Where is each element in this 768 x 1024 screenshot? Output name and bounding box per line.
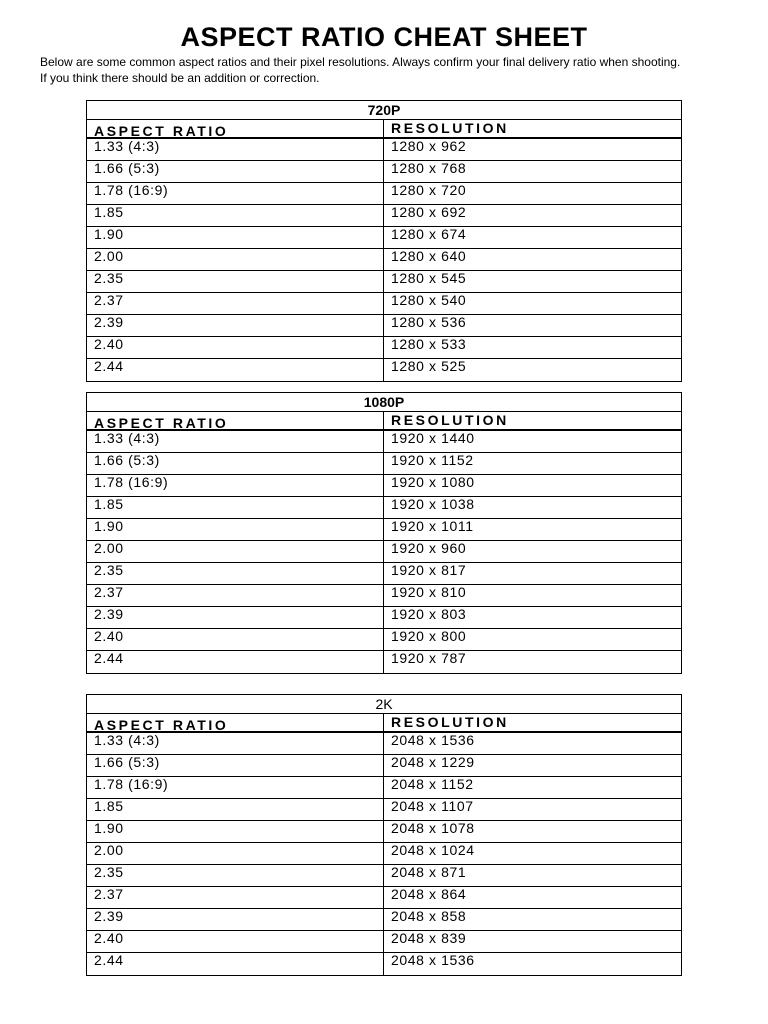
- resolution-cell: 1280 x 540: [391, 293, 467, 308]
- resolution-cell: 1280 x 533: [391, 337, 467, 352]
- aspect-ratio-cell: 2.44: [87, 953, 384, 975]
- resolution-cell: 1920 x 810: [391, 585, 467, 600]
- resolution-cell: 1280 x 536: [391, 315, 467, 330]
- table-row: [87, 453, 681, 475]
- aspect-ratio-cell: 1.33 (4:3): [87, 431, 384, 452]
- resolution-cell: 1280 x 545: [391, 271, 467, 286]
- resolution-cell: 1920 x 1080: [391, 475, 475, 490]
- table-row: [87, 585, 681, 607]
- aspect-ratio-cell: 1.90: [87, 821, 384, 842]
- table-row: [87, 843, 681, 865]
- table-row: [87, 755, 681, 777]
- aspect-ratio-cell: 2.40: [87, 629, 384, 650]
- intro-line: Below are some common aspect ratios and their pixel resolutions. Always confirm your final delivery ratio when shooting.: [40, 55, 681, 69]
- resolution-cell: 1280 x 525: [391, 359, 467, 374]
- resolution-cell: 1920 x 1038: [391, 497, 475, 512]
- aspect-ratio-cell: 1.66 (5:3): [87, 161, 384, 182]
- aspect-ratio-cell: 2.39: [87, 909, 384, 930]
- resolution-cell: 2048 x 858: [391, 909, 467, 924]
- resolution-cell: 1920 x 803: [391, 607, 467, 622]
- aspect-ratio-cell: 1.85: [87, 497, 384, 518]
- aspect-ratio-cell: 1.90: [87, 227, 384, 248]
- aspect-ratio-cell: 2.39: [87, 607, 384, 628]
- table-header-row: [87, 412, 681, 431]
- table-row: [87, 651, 681, 673]
- intro-text: [40, 54, 740, 86]
- table-body: [87, 733, 681, 975]
- table-row: [87, 821, 681, 843]
- table-row: [87, 139, 681, 161]
- resolution-cell: 1280 x 692: [391, 205, 467, 220]
- table-row: [87, 519, 681, 541]
- resolution-cell: 1920 x 800: [391, 629, 467, 644]
- resolution-cell: 1920 x 960: [391, 541, 467, 556]
- resolution-cell: 2048 x 1229: [391, 755, 475, 770]
- aspect-ratio-cell: 1.78 (16:9): [87, 183, 384, 204]
- aspect-ratio-cell: 2.44: [87, 359, 384, 381]
- resolution-cell: 2048 x 1536: [391, 953, 475, 968]
- table-row: [87, 359, 681, 381]
- resolution-cell: 1280 x 640: [391, 249, 467, 264]
- aspect-ratio-cell: 2.00: [87, 249, 384, 270]
- aspect-ratio-cell: 1.78 (16:9): [87, 475, 384, 496]
- aspect-ratio-cell: 2.37: [87, 887, 384, 908]
- header-aspect-ratio: ASPECT RATIO: [87, 412, 384, 429]
- table-1080p: [86, 392, 682, 674]
- table-row: [87, 227, 681, 249]
- aspect-ratio-cell: 1.66 (5:3): [87, 453, 384, 474]
- table-row: [87, 887, 681, 909]
- table-row: [87, 563, 681, 585]
- table-720p: [86, 100, 682, 382]
- resolution-cell: 1280 x 768: [391, 161, 467, 176]
- header-aspect-ratio: ASPECT RATIO: [87, 120, 384, 137]
- resolution-cell: 2048 x 839: [391, 931, 467, 946]
- table-row: [87, 909, 681, 931]
- aspect-ratio-cell: 1.33 (4:3): [87, 733, 384, 754]
- aspect-ratio-cell: 2.35: [87, 563, 384, 584]
- resolution-cell: 1280 x 720: [391, 183, 467, 198]
- aspect-ratio-cell: 1.78 (16:9): [87, 777, 384, 798]
- aspect-ratio-cell: 2.35: [87, 271, 384, 292]
- table-row: [87, 205, 681, 227]
- resolution-cell: 2048 x 1078: [391, 821, 475, 836]
- resolution-cell: 1920 x 1152: [391, 453, 474, 468]
- aspect-ratio-cell: 2.37: [87, 293, 384, 314]
- table-row: [87, 607, 681, 629]
- table-row: [87, 497, 681, 519]
- table-row: [87, 953, 681, 975]
- table-row: [87, 777, 681, 799]
- resolution-cell: 1920 x 787: [391, 651, 467, 666]
- header-aspect-ratio: ASPECT RATIO: [87, 714, 384, 731]
- aspect-ratio-cell: 2.40: [87, 337, 384, 358]
- aspect-ratio-cell: 1.33 (4:3): [87, 139, 384, 160]
- table-row: [87, 431, 681, 453]
- resolution-cell: 1920 x 817: [391, 563, 467, 578]
- resolution-cell: 2048 x 1152: [391, 777, 474, 792]
- table-row: [87, 629, 681, 651]
- table-body: [87, 431, 681, 673]
- table-row: [87, 315, 681, 337]
- resolution-cell: 1920 x 1011: [391, 519, 474, 534]
- table-row: [87, 931, 681, 953]
- resolution-cell: 2048 x 1536: [391, 733, 475, 748]
- table-row: [87, 337, 681, 359]
- table-row: [87, 161, 681, 183]
- table-row: [87, 293, 681, 315]
- resolution-cell: 2048 x 1024: [391, 843, 475, 858]
- resolution-cell: 2048 x 1107: [391, 799, 474, 814]
- table-row: [87, 475, 681, 497]
- table-row: [87, 541, 681, 563]
- aspect-ratio-cell: 2.35: [87, 865, 384, 886]
- aspect-ratio-cell: 2.44: [87, 651, 384, 673]
- table-header-row: [87, 120, 681, 139]
- table-body: [87, 139, 681, 381]
- table-2k: [86, 694, 682, 976]
- aspect-ratio-cell: 2.00: [87, 541, 384, 562]
- header-resolution: RESOLUTION: [391, 120, 509, 136]
- header-resolution: RESOLUTION: [391, 714, 509, 730]
- resolution-cell: 1920 x 1440: [391, 431, 475, 446]
- resolution-cell: 2048 x 871: [391, 865, 467, 880]
- table-row: [87, 799, 681, 821]
- table-row: [87, 183, 681, 205]
- aspect-ratio-cell: 2.37: [87, 585, 384, 606]
- aspect-ratio-cell: 2.39: [87, 315, 384, 336]
- table-row: [87, 733, 681, 755]
- header-resolution: RESOLUTION: [391, 412, 509, 428]
- aspect-ratio-cell: 1.85: [87, 799, 384, 820]
- intro-line: If you think there should be an addition or correction.: [40, 71, 320, 85]
- table-title: 2K: [87, 695, 681, 714]
- table-header-row: [87, 714, 681, 733]
- table-title: 1080P: [87, 393, 681, 412]
- table-row: [87, 865, 681, 887]
- resolution-cell: 1280 x 962: [391, 139, 467, 154]
- resolution-cell: 1280 x 674: [391, 227, 467, 242]
- aspect-ratio-cell: 2.00: [87, 843, 384, 864]
- aspect-ratio-cell: 2.40: [87, 931, 384, 952]
- aspect-ratio-cell: 1.66 (5:3): [87, 755, 384, 776]
- table-title: 720P: [87, 101, 681, 120]
- table-row: [87, 249, 681, 271]
- aspect-ratio-cell: 1.85: [87, 205, 384, 226]
- table-row: [87, 271, 681, 293]
- aspect-ratio-cell: 1.90: [87, 519, 384, 540]
- resolution-cell: 2048 x 864: [391, 887, 467, 902]
- page-title: ASPECT RATIO CHEAT SHEET: [180, 22, 588, 52]
